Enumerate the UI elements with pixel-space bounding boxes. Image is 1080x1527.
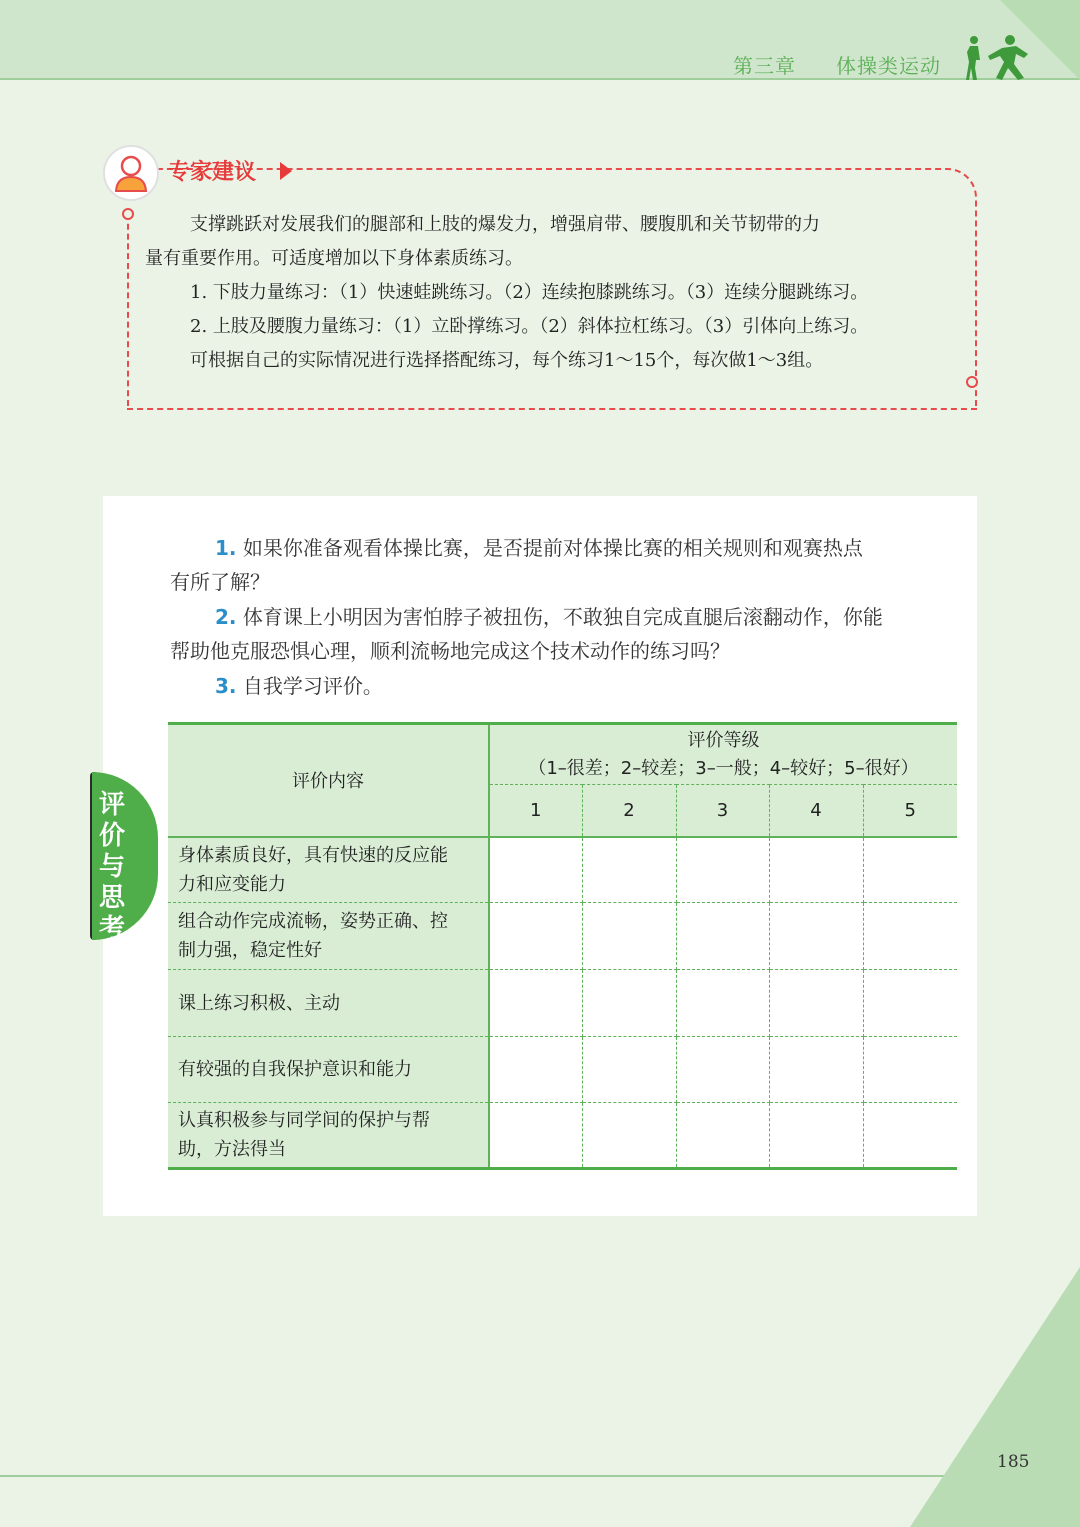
grade-header: 评价等级 (687, 729, 760, 751)
question-text: 自我学习评价。 (242, 674, 383, 698)
chapter-number: 第三章 (733, 54, 796, 78)
person-icon (105, 147, 157, 199)
criterion-cell (168, 903, 489, 970)
rating-cell[interactable] (676, 1103, 769, 1169)
table-row (168, 903, 957, 970)
side-tab-char: 考 (98, 914, 125, 944)
rating-cell[interactable] (863, 903, 957, 970)
rating-cell[interactable] (769, 1103, 863, 1169)
rating-cell[interactable] (489, 837, 582, 903)
side-tab-char: 思 (98, 883, 125, 913)
expert-advice-body (145, 208, 953, 378)
expert-advice-title: 专家建议 (168, 160, 257, 185)
question-text-cont: 有所了解？ (170, 570, 270, 594)
side-tab-char: 评 (98, 790, 125, 820)
rating-cell[interactable] (582, 1037, 676, 1103)
grade-column-2: 2 (582, 785, 676, 837)
athletes-icon (962, 34, 1034, 80)
side-tab-label (97, 790, 127, 945)
criterion-cell (168, 837, 489, 903)
question-3 (170, 669, 960, 703)
table-row (168, 837, 957, 903)
footer-corner-decoration (910, 1267, 1080, 1527)
rating-cell[interactable] (676, 903, 769, 970)
table-row (168, 970, 957, 1037)
rating-cell[interactable] (676, 1037, 769, 1103)
rating-cell[interactable] (863, 1037, 957, 1103)
rating-cell[interactable] (582, 837, 676, 903)
rating-cell[interactable] (769, 1037, 863, 1103)
criterion-text: 身体素质良好，具有快速的反应能 (178, 844, 448, 866)
rating-cell[interactable] (863, 970, 957, 1037)
criterion-text: 课上练习积极、主动 (178, 992, 340, 1014)
rating-cell[interactable] (489, 903, 582, 970)
criterion-cell (168, 1037, 489, 1103)
question-1 (170, 531, 960, 599)
rating-cell[interactable] (489, 1037, 582, 1103)
expert-item-2: 2. 上肢及腰腹力量练习：（1）立卧撑练习。（2）斜体拉杠练习。（3）引体向上练习。 (190, 316, 869, 337)
criterion-text: 有较强的自我保护意识和能力 (178, 1059, 412, 1080)
question-number: 1. (215, 536, 237, 560)
side-tab-char: 与 (98, 852, 125, 882)
chapter-title: 体操类运动 (836, 54, 941, 78)
rating-cell[interactable] (769, 970, 863, 1037)
grade-column-3: 3 (676, 785, 769, 837)
grade-column-5: 5 (863, 785, 957, 837)
criterion-cell (168, 970, 489, 1037)
self-evaluation-table (168, 722, 957, 1170)
criterion-text: 认真积极参与同学间的保护与帮 (178, 1110, 430, 1131)
chapter-heading (733, 50, 981, 79)
rating-cell[interactable] (769, 903, 863, 970)
question-text-cont: 帮助他克服恐惧心理，顺利流畅地完成这个技术动作的练习吗？ (170, 639, 730, 663)
question-text: 体育课上小明因为害怕脖子被扭伤，不敢独自完成直腿后滚翻动作，你能 (242, 605, 883, 629)
rating-cell[interactable] (676, 970, 769, 1037)
rating-cell[interactable] (863, 1103, 957, 1169)
criterion-text: 组合动作完成流畅，姿势正确、控 (178, 911, 448, 932)
question-text: 如果你准备观看体操比赛，是否提前对体操比赛的相关规则和观赛热点 (242, 536, 863, 560)
question-2 (170, 600, 960, 668)
criterion-text: 助，方法得当 (178, 1139, 286, 1160)
rating-cell[interactable] (489, 1103, 582, 1169)
frame-ring-bottom (966, 376, 978, 388)
expert-avatar (103, 145, 159, 201)
criterion-text: 力和应变能力 (178, 873, 286, 895)
rating-cell[interactable] (582, 1103, 676, 1169)
criterion-cell (168, 1103, 489, 1169)
page-number: 185 (997, 1452, 1030, 1472)
question-number: 2. (215, 605, 237, 629)
triangle-arrow-icon (280, 162, 292, 180)
rating-cell[interactable] (489, 970, 582, 1037)
expert-intro-line2: 量有重要作用。可适度增加以下身体素质练习。 (145, 248, 523, 269)
rating-cell[interactable] (582, 970, 676, 1037)
expert-item-1: 1. 下肢力量练习：（1）快速蛙跳练习。（2）连续抱膝跳练习。（3）连续分腿跳练习。 (190, 282, 869, 303)
rating-cell[interactable] (582, 903, 676, 970)
question-number: 3. (215, 674, 237, 698)
footer-divider (0, 1475, 975, 1477)
rating-cell[interactable] (863, 837, 957, 903)
grade-header-cell (489, 724, 957, 785)
criterion-text: 制力强，稳定性好 (178, 940, 322, 961)
expert-advice-left-border (127, 214, 129, 406)
frame-ring-top (122, 208, 134, 220)
grade-scale: （1–很差；2–较差；3–一般；4–较好；5–很好） (528, 757, 919, 779)
rating-cell[interactable] (676, 837, 769, 903)
table-row (168, 1103, 957, 1169)
expert-intro-line1: 支撑跳跃对发展我们的腿部和上肢的爆发力，增强肩带、腰腹肌和关节韧带的力 (190, 214, 820, 235)
grade-column-4: 4 (769, 785, 863, 837)
side-tab-char: 价 (98, 821, 125, 851)
expert-note: 可根据自己的实际情况进行选择搭配练习，每个练习1～15个，每次做1～3组。 (190, 350, 824, 371)
content-header: 评价内容 (168, 724, 489, 837)
rating-cell[interactable] (769, 837, 863, 903)
grade-column-1: 1 (489, 785, 582, 837)
table-row (168, 1037, 957, 1103)
